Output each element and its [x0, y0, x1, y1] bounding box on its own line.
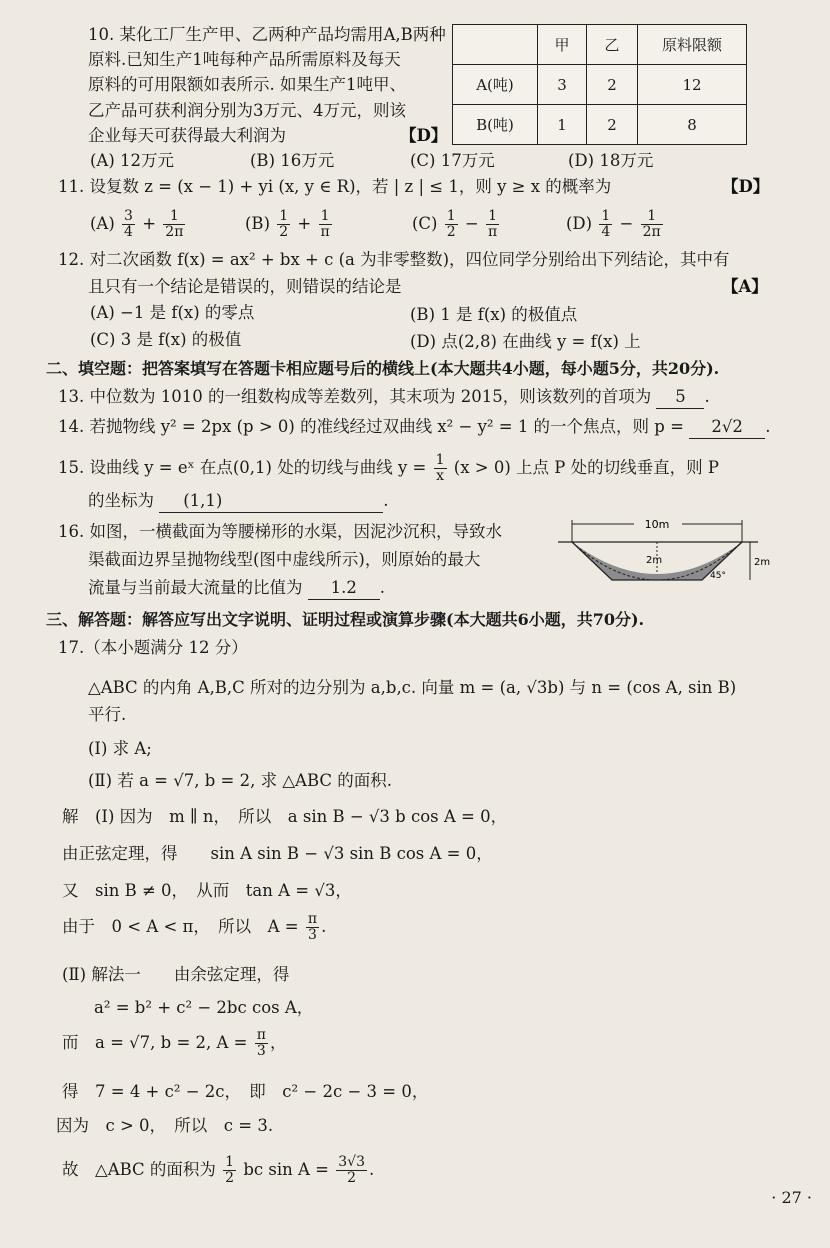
width-label: 10m	[644, 518, 670, 531]
q17-statement-1: △ABC 的内角 A,B,C 所对的边分别为 a,b,c. 向量 m = (a, √3b) 与 n = (cos A, sin B)	[88, 678, 737, 697]
option-label: (B)	[245, 214, 270, 233]
angle-label: 45°	[710, 571, 726, 581]
fraction: $\frac{1}{2\pi}$	[642, 208, 661, 240]
fraction: $\frac{1}{2\pi}$	[165, 208, 184, 240]
fraction: $\frac{1}{2}$	[225, 1154, 235, 1186]
q13-end: .	[704, 387, 710, 406]
q11-option-b	[245, 208, 334, 240]
table-cell: 2	[587, 105, 638, 145]
table-header-cell	[453, 25, 538, 65]
q10-answer: 【D】	[400, 126, 448, 145]
q16-line-1: 16. 如图，一横截面为等腰梯形的水渠，因泥沙沉积，导致水	[58, 522, 502, 541]
q15-end: .	[383, 491, 389, 510]
q17-solution-7	[62, 1026, 286, 1060]
solution-end: .	[368, 1160, 375, 1179]
solution-text: 故 △ABC 的面积为	[62, 1160, 216, 1179]
fraction: $\frac{\pi}{3}$	[307, 911, 318, 943]
q13-answer: 5	[656, 386, 704, 409]
q17-solution-5: (Ⅱ) 解法一 由余弦定理，得	[62, 965, 290, 984]
q11-option-a	[90, 208, 187, 240]
q12-option-b: (B) 1 是 f(x) 的极值点	[410, 305, 578, 324]
q10-option-a: (A) 12万元	[90, 151, 175, 170]
q17-solution-4	[62, 910, 326, 944]
q12-line-1: 12. 对二次函数 f(x) = ax² + bx + c (a 为非零整数)，四位同学分别给出下列结论，其中有	[58, 250, 730, 269]
solution-end: .	[321, 917, 327, 936]
operator: −	[464, 214, 479, 233]
q17-statement-2: 平行.	[88, 705, 127, 724]
q10-line-2: 原料.已知生产1吨每种产品所需原料及每天	[88, 50, 401, 69]
table-cell: 1	[538, 105, 587, 145]
table-header-cell: 甲	[538, 25, 587, 65]
q10-line-3: 原料的可用限额如表所示. 如果生产1吨甲、	[88, 75, 406, 94]
q16-stem: 流量与当前最大流量的比值为	[88, 578, 303, 597]
q17-part-1: (Ⅰ) 求 A;	[88, 739, 152, 758]
q16-answer: 1.2	[308, 577, 380, 600]
fraction: $\frac{3}{4}$	[124, 208, 133, 240]
q14	[58, 416, 770, 439]
section-2-heading: 二、填空题：把答案填写在答题卡相应题号后的横线上(本大题共4小题，每小题5分，共20分).	[46, 359, 720, 378]
table-header-cell: 原料限额	[638, 25, 747, 65]
table-cell: 2	[587, 65, 638, 105]
q11-answer: 【D】	[722, 177, 770, 196]
q17-solution-1: 解 (Ⅰ) 因为 m ∥ n， 所以 a sin B − √3 b cos A = 0，	[62, 807, 508, 826]
fraction: $\frac{\pi}{3}$	[256, 1027, 266, 1059]
q17-solution-6: a² = b² + c² − 2bc cos A，	[94, 998, 314, 1017]
q14-end: .	[765, 417, 771, 436]
q10-option-d: (D) 18万元	[568, 151, 654, 170]
q15-line-1	[58, 452, 719, 484]
q15-stem-b: (x > 0) 上点 P 处的切线垂直，则 P	[453, 458, 719, 477]
q11-option-c	[412, 208, 501, 240]
operator: +	[297, 214, 312, 233]
q12-option-a: (A) −1 是 f(x) 的零点	[90, 303, 255, 322]
q16-line-2: 渠截面边界呈抛物线型(图中虚线所示)，则原始的最大	[88, 550, 481, 569]
operator: +	[142, 214, 157, 233]
table-cell: 3	[538, 65, 587, 105]
solution-end: ，	[269, 1033, 287, 1052]
q14-stem: 14. 若抛物线 y² = 2px (p > 0) 的准线经过双曲线 x² − y² = 1 的一个焦点，则 p =	[58, 417, 684, 436]
q17-solution-3: 又 sin B ≠ 0， 从而 tan A = √3，	[62, 881, 352, 900]
q17-solution-10	[62, 1150, 374, 1190]
q12-option-d: (D) 点(2,8) 在曲线 y = f(x) 上	[410, 332, 641, 351]
q12-answer: 【A】	[722, 277, 768, 296]
solution-text: bc sin A =	[243, 1160, 329, 1179]
q10-line-4: 乙产品可获利润分别为3万元、4万元，则该	[88, 101, 406, 120]
q13	[58, 386, 710, 409]
materials-table	[452, 24, 747, 145]
q14-answer: 2√2	[689, 416, 765, 439]
q16-line-3	[88, 577, 385, 600]
q17-part-2: (Ⅱ) 若 a = √7, b = 2, 求 △ABC 的面积.	[88, 771, 392, 790]
operator: −	[619, 214, 634, 233]
q15-stem-a: 15. 设曲线 y = eˣ 在点(0,1) 处的切线与曲线 y =	[58, 458, 427, 477]
fraction: $\frac{1}{2}$	[446, 208, 456, 240]
q17-solution-8: 得 7 = 4 + c² − 2c， 即 c² − 2c − 3 = 0，	[62, 1082, 429, 1101]
table-header-cell: 乙	[587, 25, 638, 65]
depth-label: 2m	[646, 555, 663, 566]
q15-line-2	[88, 490, 389, 513]
solution-text: 由于 0 < A < π， 所以 A =	[62, 917, 299, 936]
fraction: $\frac{1}{\pi}$	[320, 208, 330, 240]
option-label: (C)	[412, 214, 438, 233]
q12-option-c: (C) 3 是 f(x) 的极值	[90, 330, 242, 349]
q10-line-5: 企业每天可获得最大利润为	[88, 126, 286, 145]
fraction: $\frac{1}{4}$	[601, 208, 611, 240]
table-cell: 12	[638, 65, 747, 105]
table-row	[453, 105, 747, 145]
q15-answer: (1,1)	[159, 490, 383, 513]
q11-option-d	[566, 208, 665, 240]
table-cell: 8	[638, 105, 747, 145]
q15-stem-c: 的坐标为	[88, 491, 154, 510]
fraction: $\frac{1}{\pi}$	[488, 208, 498, 240]
table-row	[453, 25, 747, 65]
option-label: (D)	[566, 214, 593, 233]
section-3-heading: 三、解答题：解答应写出文字说明、证明过程或演算步骤(本大题共6小题，共70分).	[46, 610, 645, 629]
side-depth-label: 2m	[754, 557, 771, 568]
canal-cross-section-figure	[558, 518, 778, 596]
fraction: $\frac{3√3}{2}$	[338, 1154, 365, 1186]
page-number: · 27 ·	[771, 1188, 812, 1207]
solution-text: 而 a = √7, b = 2, A =	[62, 1033, 248, 1052]
q13-stem: 13. 中位数为 1010 的一组数构成等差数列，其末项为 2015，则该数列的首项为	[58, 387, 652, 406]
q12-line-2: 且只有一个结论是错误的，则错误的结论是	[88, 277, 402, 296]
fraction: $\frac{1}{x}$	[435, 452, 445, 484]
table-cell: B(吨)	[453, 105, 538, 145]
q17-solution-2: 由正弦定理，得 sin A sin B − √3 sin B cos A = 0，	[62, 844, 493, 863]
q10-option-c: (C) 17万元	[410, 151, 495, 170]
table-row	[453, 65, 747, 105]
q17-title: 17.（本小题满分 12 分）	[58, 638, 248, 657]
q10-line-1: 10. 某化工厂生产甲、乙两种产品均需用A,B两种	[88, 25, 446, 44]
q17-solution-9: 因为 c > 0， 所以 c = 3.	[56, 1116, 274, 1135]
fraction: $\frac{1}{2}$	[279, 208, 289, 240]
q16-end: .	[379, 578, 385, 597]
q11-stem: 11. 设复数 z = (x − 1) + yi (x, y ∈ R)，若 | z | ≤ 1，则 y ≥ x 的概率为	[58, 177, 612, 196]
table-cell: A(吨)	[453, 65, 538, 105]
q10-option-b: (B) 16万元	[250, 151, 335, 170]
option-label: (A)	[90, 214, 115, 233]
